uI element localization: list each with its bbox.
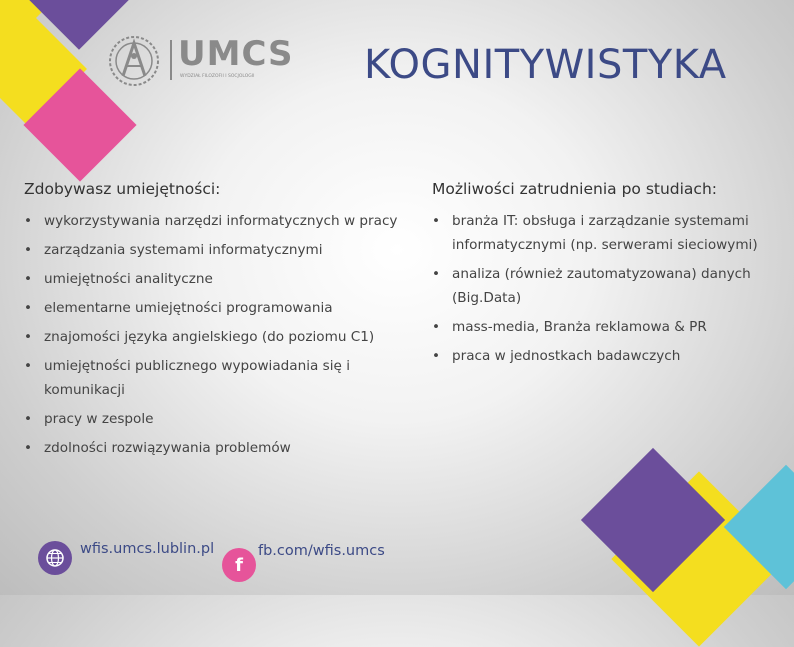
employment-heading: Możliwości zatrudnienia po studiach: <box>432 180 718 198</box>
website-link[interactable] <box>38 541 214 575</box>
list-item: • elementarne umiejętności programowania <box>24 296 404 320</box>
skills-heading: Zdobywasz umiejętności: <box>24 180 221 198</box>
facebook-link[interactable] <box>222 543 385 582</box>
globe-icon <box>38 541 72 575</box>
umcs-logo <box>104 32 294 90</box>
facebook-text: fb.com/wfis.umcs <box>258 543 385 559</box>
list-item: • zdolności rozwiązywania problemów <box>24 436 404 460</box>
skills-list <box>24 209 404 460</box>
list-item: • zarządzania systemami informatycznymi <box>24 238 404 262</box>
list-item: • znajomości języka angielskiego (do poziomu C1) <box>24 325 404 349</box>
list-item: • branża IT: obsługa i zarządzanie systemami informatycznymi (np. serwerami sieciowymi) <box>432 209 772 257</box>
list-item: • pracy w zespole <box>24 407 404 431</box>
list-item: • praca w jednostkach badawczych <box>432 344 772 368</box>
logo-subtitle: WYDZIAŁ FILOZOFII I SOCJOLOGII <box>180 74 255 79</box>
list-item: • mass-media, Branża reklamowa & PR <box>432 315 772 339</box>
employment-list <box>432 209 772 368</box>
umcs-emblem-icon <box>104 32 164 90</box>
slide-title: KOGNITYWISTYKA <box>364 42 727 88</box>
list-item: • analiza (również zautomatyzowana) danych (Big.Data) <box>432 262 762 310</box>
list-item: • umiejętności analityczne <box>24 267 404 291</box>
logo-wordmark: UMCS <box>178 34 294 74</box>
logo-divider <box>170 40 172 80</box>
website-text: wfis.umcs.lublin.pl <box>80 541 215 557</box>
facebook-icon: f <box>222 548 256 582</box>
list-item: • wykorzystywania narzędzi informatycznych w pracy <box>24 209 404 233</box>
list-item: • umiejętności publicznego wypowiadania się i komunikacji <box>24 354 374 402</box>
